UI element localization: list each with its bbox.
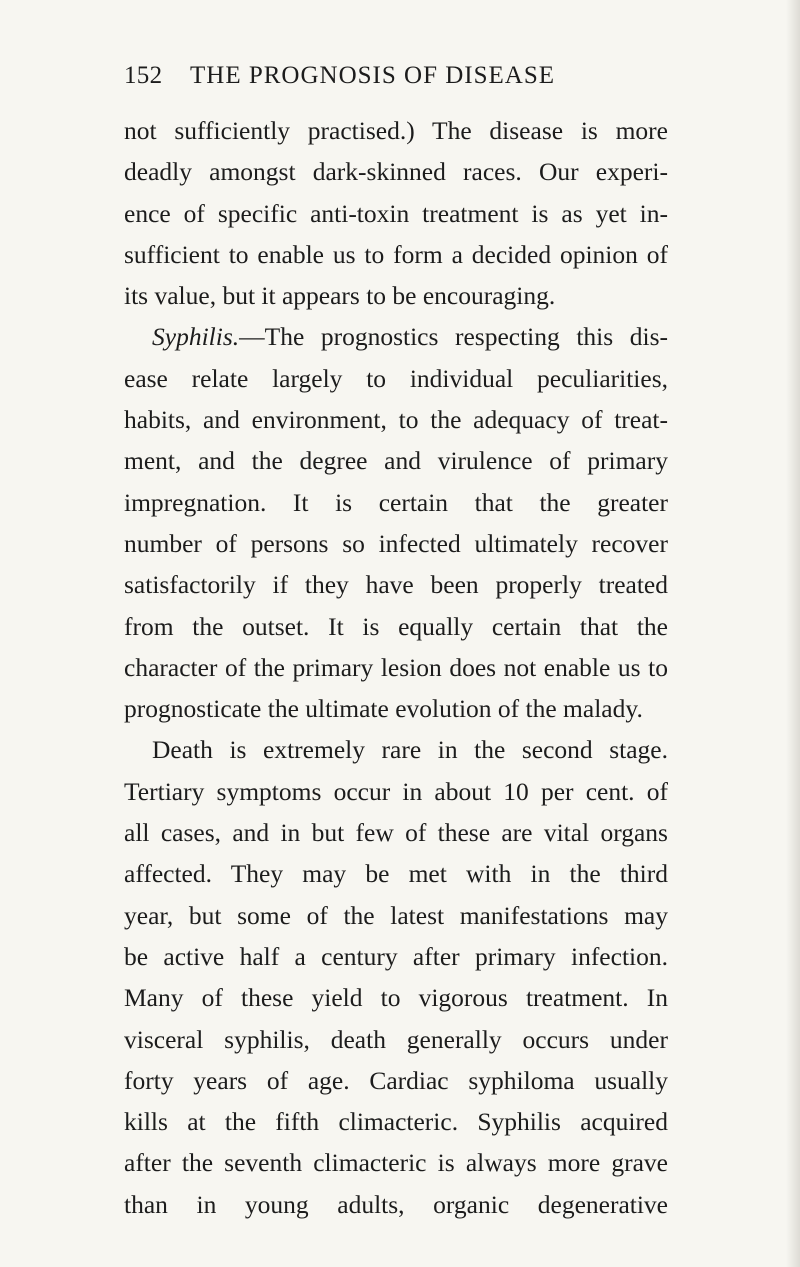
book-page <box>124 62 668 1225</box>
text-line: sufficient to enable us to form a decided opinion of <box>124 239 668 269</box>
page-edge-shadow <box>786 0 800 1267</box>
running-head: THE PROGNOSIS OF DISEASE <box>190 62 556 89</box>
text-line: ment, and the degree and virulence of primary <box>124 446 668 476</box>
page-header <box>124 62 668 106</box>
body-text <box>124 110 668 1225</box>
text-line: character of the primary lesion does not enable us to <box>124 652 668 682</box>
text-line: not sufficiently practised.) The disease is more <box>124 116 668 145</box>
text-line: number of persons so infected ultimately recover <box>124 528 668 558</box>
text-line: Tertiary symptoms occur in about 10 per cent. of <box>124 776 668 806</box>
text-line: prognosticate the ultimate evolution of the malady. <box>124 694 643 724</box>
section-first-line <box>124 316 668 357</box>
section-title: Syphilis. <box>152 322 240 352</box>
text-line: after the seventh climacteric is always more grave <box>124 1148 668 1178</box>
text-line: kills at the fifth climacteric. Syphilis acquired <box>124 1107 668 1137</box>
text-line: its value, but it appears to be encouraging. <box>124 281 556 311</box>
text-line: affected. They may be met with in the third <box>124 859 668 889</box>
text-line: Many of these yield to vigorous treatment. In <box>124 983 668 1013</box>
text-line: be active half a century after primary infection. <box>124 941 668 971</box>
text-line: Death is extremely rare in the second stage. <box>152 735 668 765</box>
text-line: satisfactorily if they have been properly treated <box>124 570 668 600</box>
page-number: 152 <box>124 62 163 89</box>
section-first-line-text: —The prognostics respecting this dis- <box>239 322 668 352</box>
text-line: habits, and environment, to the adequacy of treat- <box>124 405 668 435</box>
text-line: year, but some of the latest manifestations may <box>124 900 668 930</box>
text-line: impregnation. It is certain that the greater <box>124 487 668 517</box>
text-line: all cases, and in but few of these are vital organs <box>124 818 668 848</box>
text-line: ease relate largely to individual peculiarities, <box>124 363 668 393</box>
text-line: forty years of age. Cardiac syphiloma usually <box>124 1065 668 1095</box>
text-line: visceral syphilis, death generally occurs under <box>124 1024 668 1054</box>
text-line: from the outset. It is equally certain that the <box>124 611 668 641</box>
text-line: deadly amongst dark-skinned races. Our experi- <box>124 157 668 187</box>
text-line: ence of specific anti-toxin treatment is as yet in- <box>124 198 668 228</box>
text-line: than in young adults, organic degenerative <box>124 1189 668 1219</box>
